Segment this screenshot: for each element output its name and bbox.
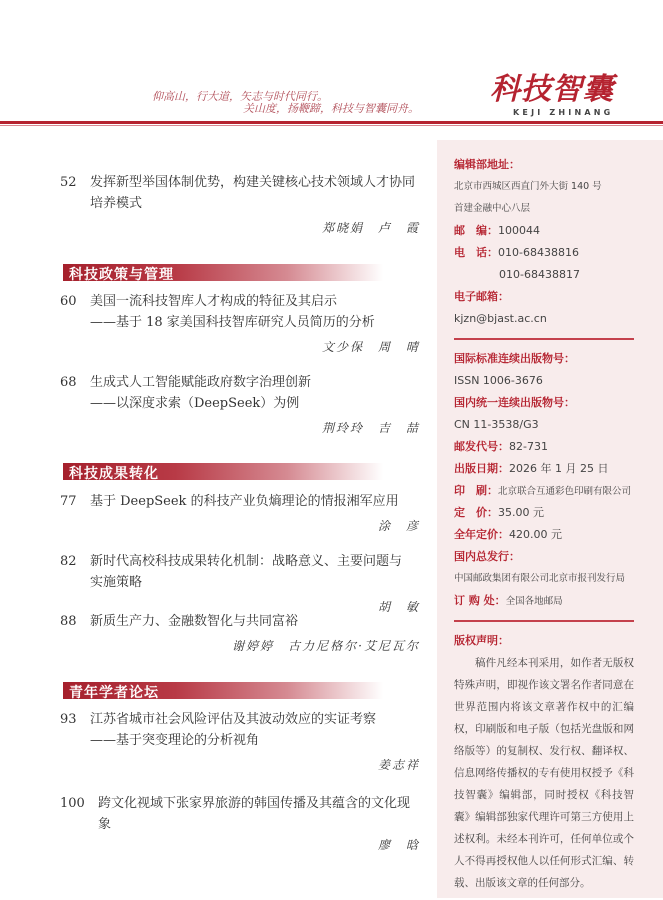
section-title: 青年学者论坛 [69, 685, 159, 701]
divider [454, 338, 634, 340]
postal-code-value: 82-731 [509, 440, 548, 453]
slogan-line-1: 仰高山，行大道，矢志与时代同行。 [152, 90, 328, 103]
printer-value: 北京联合互通彩色印刷有限公司 [498, 486, 632, 497]
page-number: 60 [60, 294, 77, 309]
article-title-cont: 实施策略 [90, 575, 143, 590]
copyright-label: 版权声明： [454, 634, 509, 647]
article-title-cont: 培养模式 [90, 196, 143, 211]
price-label: 定 价： [454, 506, 498, 519]
phone-label: 电 话： [454, 246, 498, 259]
toc-entry[interactable] [60, 611, 420, 657]
phone-value-2: 010-68438817 [499, 268, 580, 281]
printer-label: 印 刷： [454, 484, 498, 497]
phone-value-1: 010-68438816 [498, 246, 579, 259]
page-number: 52 [60, 175, 77, 190]
article-authors: 涂 彦 [377, 519, 420, 533]
logo-chinese: 科技智囊 [490, 72, 614, 107]
page-number: 77 [60, 494, 77, 509]
email-value[interactable]: kjzn@bjast.ac.cn [454, 312, 547, 325]
article-authors: 姜志祥 [377, 758, 420, 772]
article-subtitle: ——基于 18 家美国科技智库研究人员简历的分析 [90, 315, 375, 330]
article-authors: 谢婷婷 古力尼格尔·艾尼瓦尔 [232, 639, 420, 653]
article-authors: 文少保 周 晴 [321, 340, 420, 354]
email-label: 电子邮箱： [454, 290, 509, 303]
copyright-text: 稿件凡经本刊采用，如作者无版权特殊声明，即视作该文署名作者同意在世界范围内将该文章著作权中的汇编权，印刷版和电子版（包括光盘版和网络版等）的复制权、发行权、翻译权、信息网络传播权的专有使用权授予《科技智囊》编辑部，同时授权《科技智囊》编辑部独家代理许可第三方使用上述权利。未经本刊许可，任何单位或个人不得再授权他人以任何形式汇编、转载、出版该文章的任何部分。 [454, 657, 634, 889]
address-line-2: 首建金融中心八层 [454, 203, 531, 214]
section-title: 科技成果转化 [69, 466, 159, 482]
section-title: 科技政策与管理 [69, 267, 174, 283]
postcode-label: 邮 编： [454, 224, 498, 237]
page-number: 100 [60, 796, 85, 811]
article-title: 生成式人工智能赋能政府数字治理创新 [90, 375, 312, 390]
article-title: 美国一流科技智库人才构成的特征及其启示 [90, 294, 338, 309]
postal-code-label: 邮发代号： [454, 440, 509, 453]
logo-pinyin: KEJI ZHINANG [513, 108, 614, 117]
page-number: 82 [60, 554, 77, 569]
toc-entry[interactable] [60, 291, 420, 358]
toc-entry[interactable] [60, 372, 420, 439]
distributor-value: 中国邮政集团有限公司北京市报刊发行局 [454, 573, 626, 584]
distributor-label: 国内总发行： [454, 550, 520, 563]
toc-entry[interactable] [60, 491, 420, 537]
price-value: 35.00 元 [498, 506, 544, 519]
cn-label: 国内统一连续出版物号： [454, 396, 575, 409]
journal-logo [490, 70, 620, 117]
issn-value: ISSN 1006-3676 [454, 374, 543, 387]
article-authors: 荆玲玲 吉 喆 [321, 421, 420, 435]
article-title: 新时代高校科技成果转化机制：战略意义、主要问题与 [90, 554, 403, 569]
pub-date-value: 2026 年 1 月 25 日 [509, 462, 609, 475]
article-title: 发挥新型举国体制优势，构建关键核心技术领域人才协同 [90, 175, 416, 190]
slogan-line-2: 关山度，扬鞭蹄，科技与智囊同舟。 [243, 102, 419, 115]
postcode-value: 100044 [498, 224, 540, 237]
issn-label: 国际标准连续出版物号： [454, 352, 575, 365]
annual-price-value: 420.00 元 [509, 528, 562, 541]
article-subtitle: ——基于突变理论的分析视角 [90, 733, 260, 748]
section-header-youth-forum [63, 682, 383, 699]
article-title: 跨文化视域下张家界旅游的韩国传播及其蕴含的文化现象 [98, 796, 411, 832]
toc-entry[interactable] [60, 793, 420, 856]
divider [454, 620, 634, 622]
toc-entry[interactable] [60, 172, 420, 239]
toc-entry[interactable] [60, 551, 420, 618]
subscribe-value: 全国各地邮局 [505, 596, 563, 607]
editorial-address-label: 编辑部地址： [454, 158, 520, 171]
article-authors: 郑晓娟 卢 霞 [321, 221, 420, 235]
toc-entry[interactable] [60, 709, 420, 776]
section-header-policy [63, 264, 383, 281]
pub-date-label: 出版日期： [454, 462, 509, 475]
publication-info-panel [437, 140, 663, 898]
article-authors: 廖 晗 [377, 838, 420, 852]
copyright-notice [454, 652, 634, 894]
address-line-1: 北京市西城区西直门外大街 140 号 [454, 181, 602, 192]
article-title: 新质生产力、金融数智化与共同富裕 [90, 614, 299, 629]
section-header-transfer [63, 463, 383, 480]
page-number: 88 [60, 614, 77, 629]
cn-value: CN 11-3538/G3 [454, 418, 539, 431]
page-number: 68 [60, 375, 77, 390]
article-subtitle: ——以深度求索（DeepSeek）为例 [90, 396, 300, 411]
article-authors: 胡 敏 [377, 600, 420, 614]
article-title: 江苏省城市社会风险评估及其波动效应的实证考察 [90, 712, 377, 727]
annual-price-label: 全年定价： [454, 528, 509, 541]
subscribe-label: 订 购 处： [454, 594, 506, 607]
article-title: 基于 DeepSeek 的科技产业负熵理论的情报湘军应用 [90, 494, 399, 509]
page-number: 93 [60, 712, 77, 727]
